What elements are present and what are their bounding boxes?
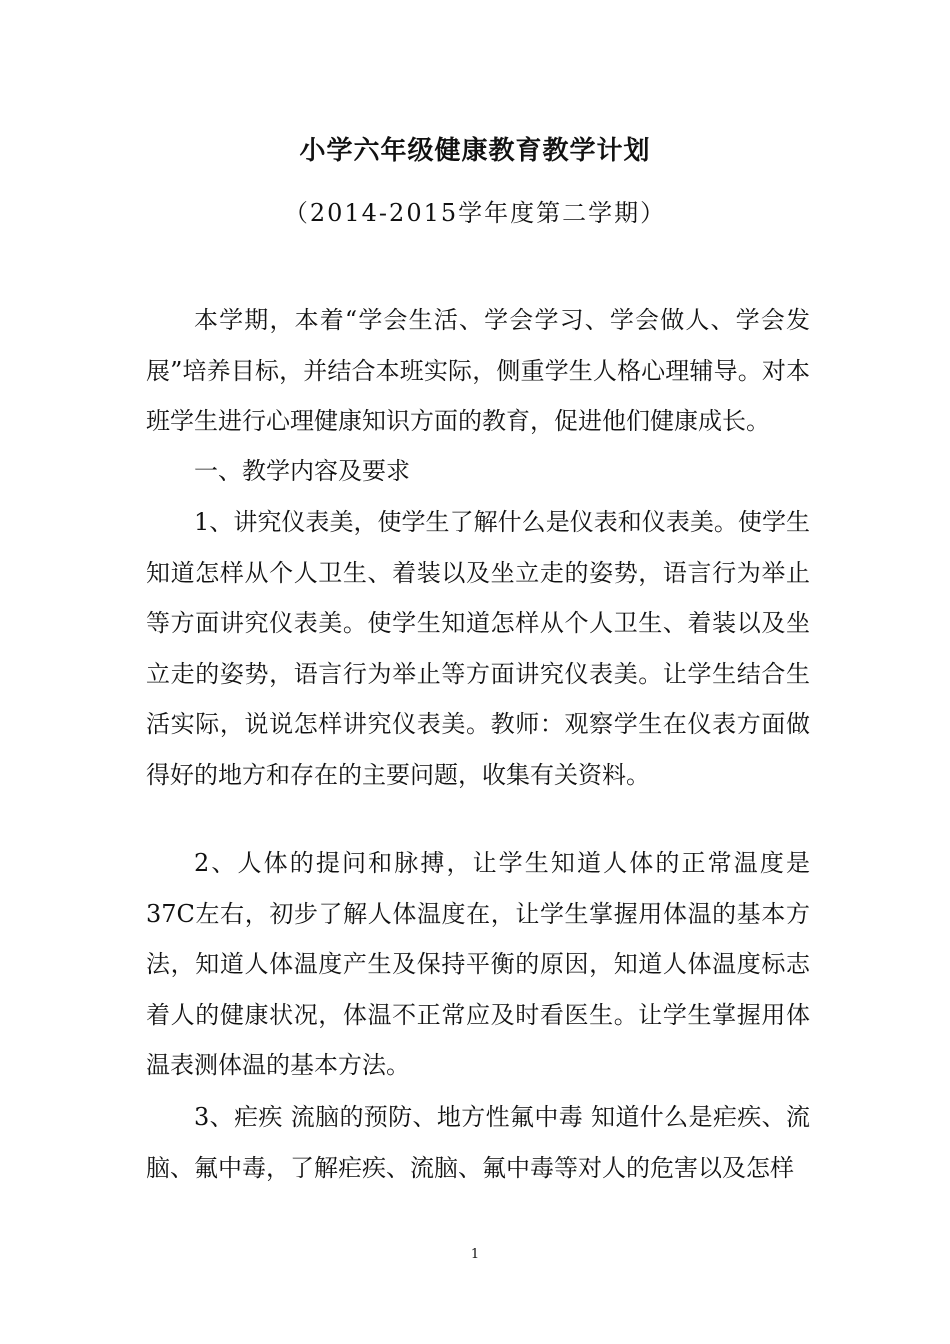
intro-paragraph: 本学期，本着“学会生活、学会学习、学会做人、学会发展”培养目标，并结合本班实际，侧重学生人格心理辅导。对本班学生进行心理健康知识方面的教育，促进他们健康成长。 <box>146 306 810 436</box>
page-number: 1 <box>470 1247 480 1262</box>
item-3-paragraph: 3、疟疾 流脑的预防、地方性氟中毒 知道什么是疟疾、流脑、氟中毒，了解疟疾、流脑、氟中毒等对人的危害以及怎样 <box>146 1103 810 1182</box>
document-subtitle: （2014-2015学年度第二学期） <box>283 199 667 227</box>
section-heading: 一、教学内容及要求 <box>194 457 410 485</box>
document-title: 小学六年级健康教育教学计划 <box>299 136 651 166</box>
item-2-paragraph: 2、人体的提问和脉搏，让学生知道人体的正常温度是37C左右，初步了解人体温度在，让学生掌握用体温的基本方法，知道人体温度产生及保持平衡的原因，知道人体温度标志着人的健康状况，体温不正常应及时看医生。让学生掌握用体温表测体温的基本方法。 <box>146 849 810 1080</box>
item-1-paragraph: 1、讲究仪表美，使学生了解什么是仪表和仪表美。使学生知道怎样从个人卫生、着装以及坐立走的姿势，语言行为举止等方面讲究仪表美。使学生知道怎样从个人卫生、着装以及坐立走的姿势，语言行为举止等方面讲究仪表美。让学生结合生活实际，说说怎样讲究仪表美。教师：观察学生在仪表方面做得好的地方和存在的主要问题，收集有关资料。 <box>146 508 810 789</box>
